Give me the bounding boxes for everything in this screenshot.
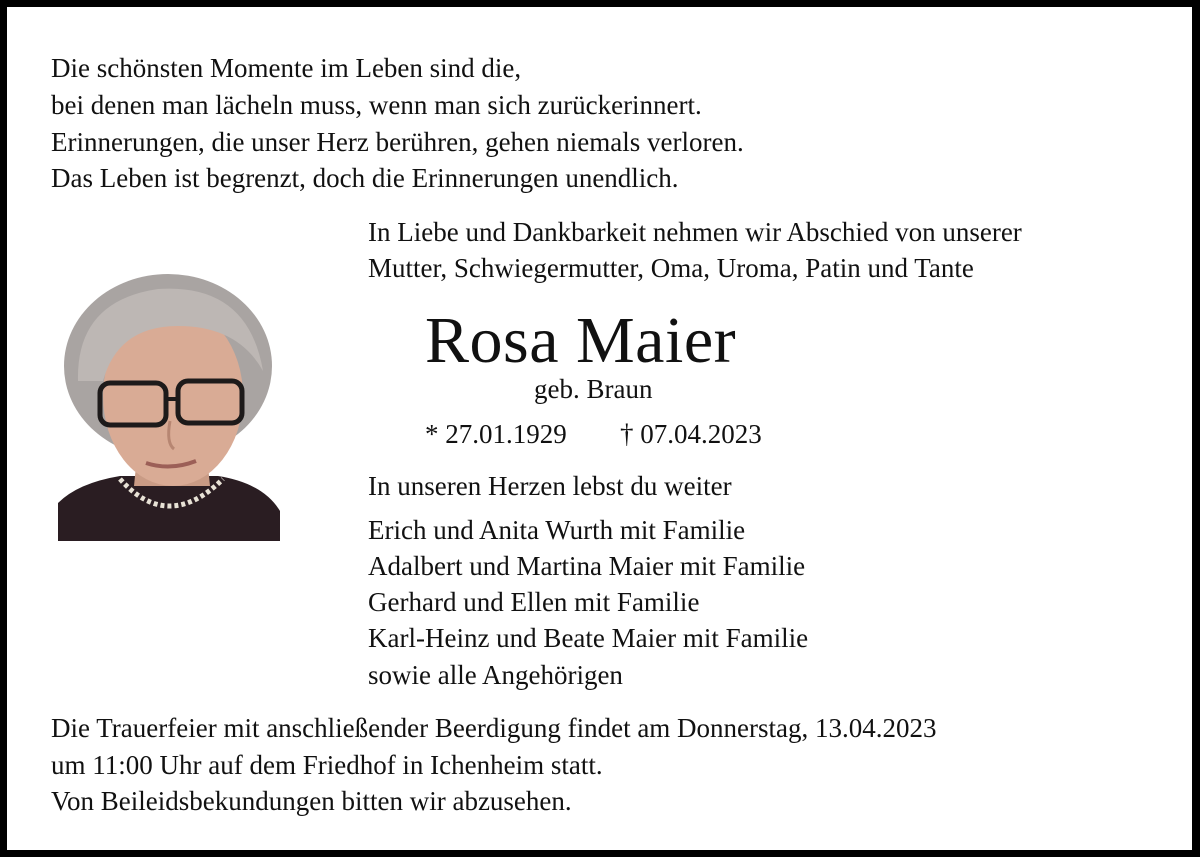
mourner-line: sowie alle Angehörigen [368,660,623,690]
intro-line: Mutter, Schwiegermutter, Oma, Uroma, Patin und Tante [368,253,974,283]
funeral-info-line: Die Trauerfeier mit anschließender Beerdigung findet am Donnerstag, 13.04.2023 [51,713,937,743]
motto: In unseren Herzen lebst du weiter [368,471,732,501]
portrait-photo [58,271,280,541]
mourner-line: Gerhard und Ellen mit Familie [368,587,700,617]
funeral-info-line: Von Beileidsbekundungen bitten wir abzusehen. [51,786,572,816]
obituary-notice [7,7,1192,850]
funeral-info-line: um 11:00 Uhr auf dem Friedhof in Ichenheim statt. [51,750,603,780]
mourner-line: Adalbert und Martina Maier mit Familie [368,551,806,581]
poem-line: Das Leben ist begrenzt, doch die Erinnerungen unendlich. [51,163,679,193]
mourner-line: Karl-Heinz und Beate Maier mit Familie [368,623,809,653]
poem-line: Die schönsten Momente im Leben sind die, [51,53,522,83]
mourner-line: Erich und Anita Wurth mit Familie [368,515,746,545]
deceased-name: Rosa Maier [425,304,737,377]
maiden-name: geb. Braun [534,374,653,404]
birth-date: * 27.01.1929 [425,419,567,449]
intro-line: In Liebe und Dankbarkeit nehmen wir Abschied von unserer [368,217,1022,247]
portrait-photo-illustration [58,271,280,541]
poem-line: Erinnerungen, die unser Herz berühren, gehen niemals verloren. [51,127,744,157]
death-date: † 07.04.2023 [620,419,762,449]
poem-line: bei denen man lächeln muss, wenn man sich zurückerinnert. [51,90,702,120]
